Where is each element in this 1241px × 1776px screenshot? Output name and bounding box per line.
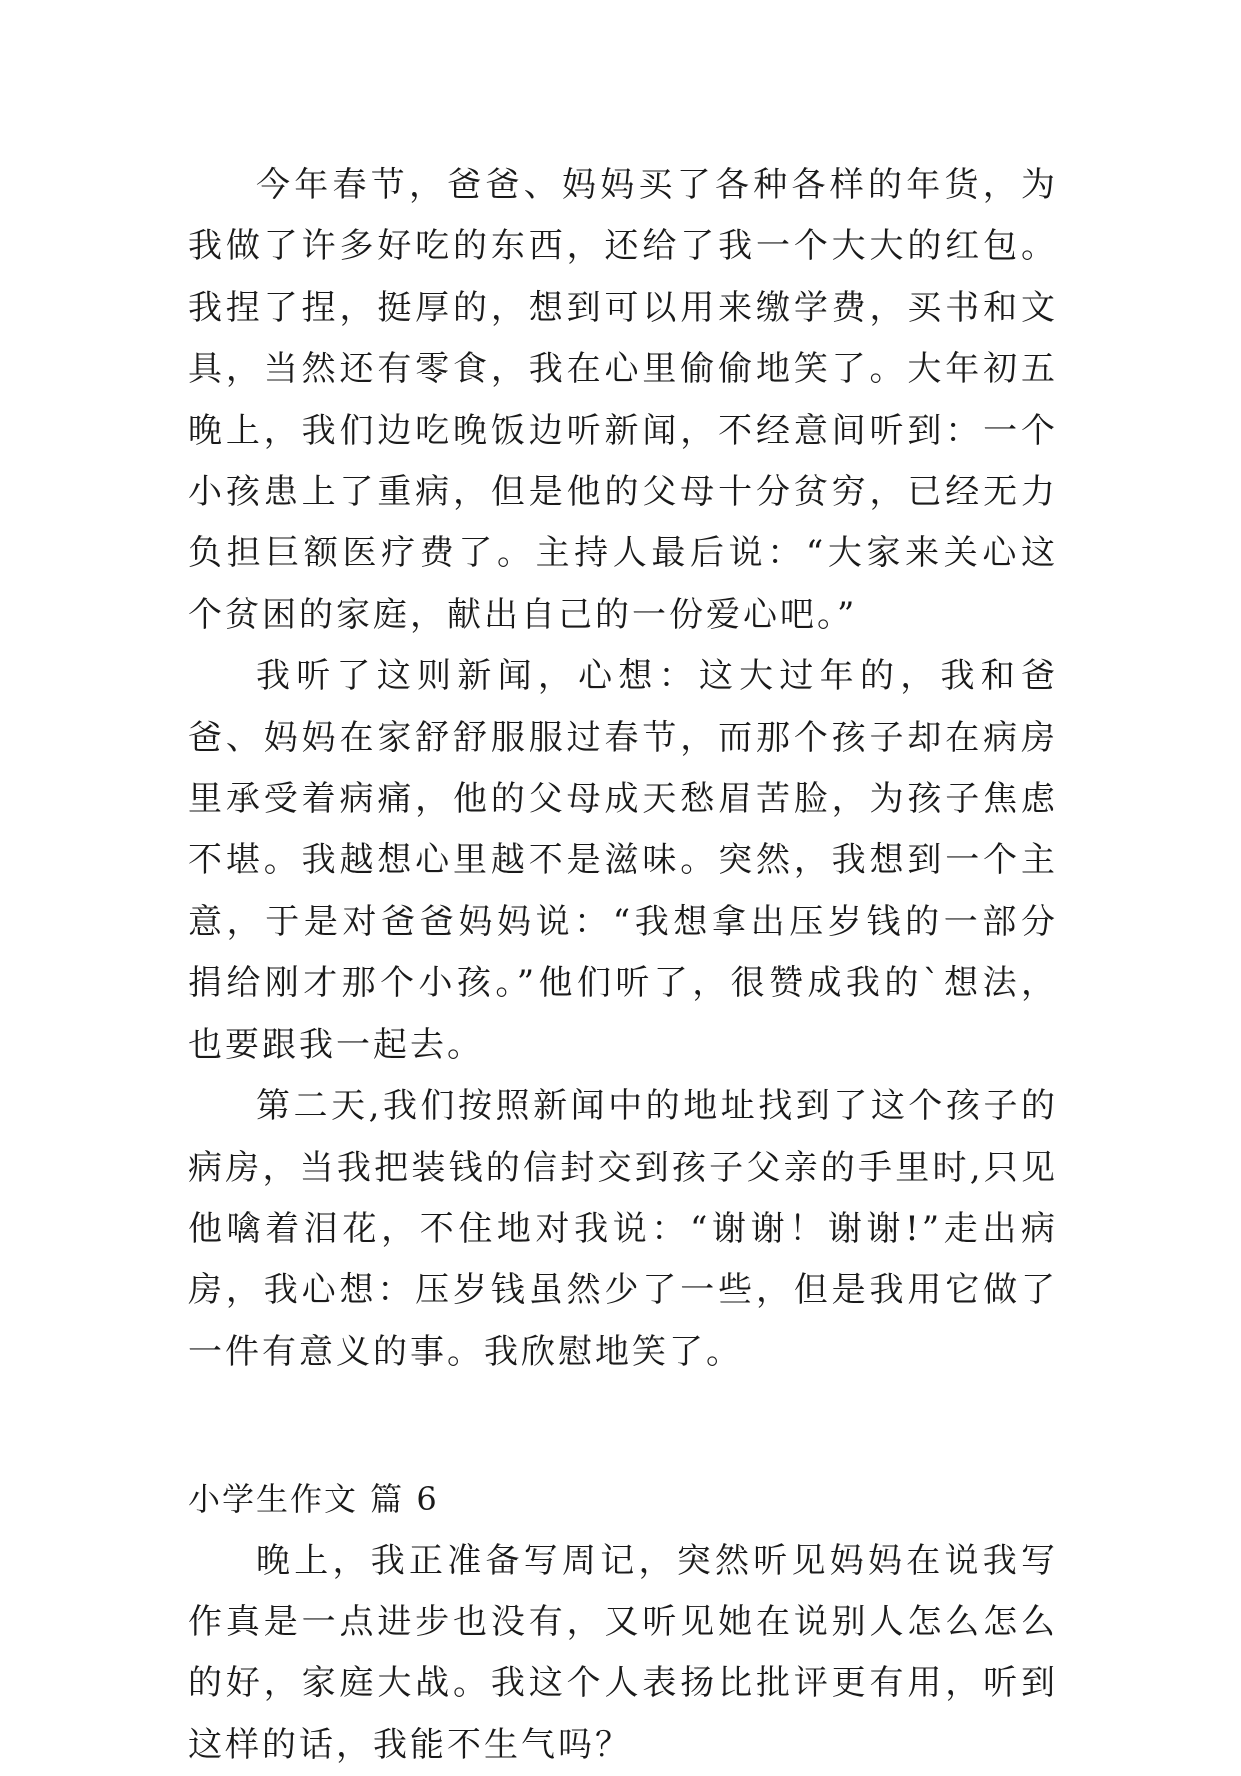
paragraph-hospital-visit: 第二天,我们按照新闻中的地址找到了这个孩子的病房，当我把装钱的信封交到孩子父亲的手里时,只见他噙着泪花，不住地对我说：“谢谢！谢谢!”走出病房，我心想：压岁钱虽然少了一些，但是我用它做了一件有意义的事。我欣慰地笑了。 [188, 1086, 1058, 1372]
paragraph-weekly-journal: 晚上，我正准备写周记，突然听见妈妈在说我写作真是一点进步也没有，又听见她在说别人怎么怎么的好，家庭大战。我这个人表扬比批评更有用，听到这样的话，我能不生气吗？ [188, 1540, 1058, 1765]
document-page [188, 155, 1058, 1776]
section-heading: 小学生作文 篇 6 [188, 1480, 439, 1519]
paragraph-spring-festival: 今年春节，爸爸、妈妈买了各种各样的年货，为我做了许多好吃的东西，还给了我一个大大的红包。我捏了捏，挺厚的，想到可以用来缴学费，买书和文具，当然还有零食，我在心里偷偷地笑了。大年初五晚上，我们边吃晚饭边听新闻，不经意间听到：一个小孩患上了重病，但是他的父母十分贫穷，已经无力负担巨额医疗费了。主持人最后说：“大家来关心这个贫困的家庭，献出自己的一份爱心吧。” [188, 165, 1058, 635]
paragraph-news-thoughts: 我听了这则新闻，心想：这大过年的，我和爸爸、妈妈在家舒舒服服过春节，而那个孩子却在病房里承受着病痛，他的父母成天愁眉苦脸，为孩子焦虑不堪。我越想心里越不是滋味。突然，我想到一个主意，于是对爸爸妈妈说：“我想拿出压岁钱的一部分捐给刚才那个小孩。”他们听了，很赞成我的`想法，也要跟我一起去。 [188, 656, 1058, 1065]
